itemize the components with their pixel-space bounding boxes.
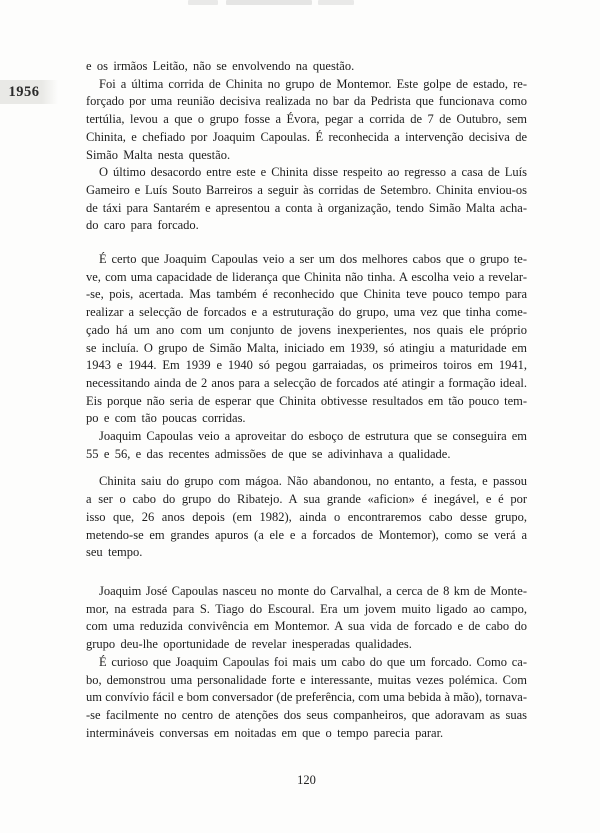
text-line: bo, demonstrou uma personalidade forte e interessante, muitas vezes polémica. Com	[86, 672, 527, 687]
text-line: Joaquim José Capoulas nasceu no monte do Carvalhal, a cerca de 8 km de Monte-	[99, 583, 527, 598]
text-line: mor, na estrada para S. Tiago do Escoural. Era um jovem muito ligado ao campo,	[86, 601, 527, 616]
text-line: seu tempo.	[86, 545, 143, 560]
text-line: çado há um ano com um conjunto de jovens inexperientes, nos quais ele próprio	[86, 322, 527, 337]
top-scan-artifact	[188, 0, 218, 5]
text-line: 55 e 56, e das recentes admissões de que se adivinhava a qualidade.	[86, 446, 451, 461]
text-line: Simão Malta nesta questão.	[86, 147, 231, 162]
text-line: po e com tão poucas corridas.	[86, 411, 246, 426]
text-line: Gameiro e Luís Souto Barreiros a seguir às corridas de Setembro. Chinita enviou-os	[86, 182, 527, 197]
text-section	[86, 473, 527, 562]
text-line: um convívio fácil e bom conversador (de preferência, com uma bebida à mão), tornava-	[86, 690, 527, 705]
text-column	[86, 58, 527, 742]
text-line: do caro para forcado.	[86, 218, 199, 233]
text-line: realizar a selecção de forcados e a estruturação do grupo, uma vez que tinha come-	[86, 305, 527, 320]
text-line: intermináveis conversas em noitadas em que o tempo parecia parar.	[86, 725, 444, 740]
text-line: necessitando ainda de 2 anos para a selecção de forcados até atingir a formação ideal.	[86, 375, 527, 390]
text-line: a ser o cabo do grupo do Ribatejo. A sua grande «aficion» é inegável, e é por	[86, 492, 527, 507]
paragraph	[86, 654, 527, 743]
paragraph	[86, 58, 527, 76]
text-line: se incluía. O grupo de Simão Malta, iniciado em 1939, só atingiu a maturidade em	[86, 340, 527, 355]
text-line: grupo deu-lhe oportunidade de revelar inesperadas qualidades.	[86, 637, 412, 652]
paragraph	[86, 473, 527, 562]
text-line: e os irmãos Leitão, não se envolvendo na questão.	[86, 59, 355, 73]
top-scan-artifact	[318, 0, 354, 5]
text-line: isso que, 26 anos depois (em 1982), ainda o encontraremos cabo desse grupo,	[86, 509, 527, 524]
text-line: ve, com uma capacidade de liderança que Chinita não tinha. A escolha veio a revelar-	[86, 269, 527, 284]
text-line: É curioso que Joaquim Capoulas foi mais um cabo do que um forcado. Como ca-	[99, 654, 527, 669]
year-marker-label: 1956	[8, 83, 40, 100]
text-line: forçado por uma reunião decisiva realizada no bar da Pedrista que funcionava como	[86, 94, 527, 109]
text-line: Chinita, e chefiado por Joaquim Capoulas. É reconhecida a intervenção decisiva de	[86, 129, 527, 144]
text-line: Foi a última corrida de Chinita no grupo de Montemor. Este golpe de estado, re-	[99, 76, 527, 91]
paragraph	[86, 76, 527, 165]
text-line: -se, pois, acertada. Mas também é reconhecido que Chinita teve pouco tempo para	[86, 287, 527, 302]
text-line: com uma reduzida convivência em Montemor. A sua vida de forcado e de cabo do	[86, 619, 527, 634]
text-line: de táxi para Santarém e apresentou a conta à organização, tendo Simão Malta acha-	[86, 200, 527, 215]
paragraph	[86, 164, 527, 235]
text-section	[86, 251, 527, 463]
paragraph	[86, 583, 527, 654]
text-line: 1943 e 1944. Em 1939 e 1940 só pegou garraiadas, os primeiros toiros em 1941,	[86, 358, 527, 373]
text-line: -se facilmente no centro de atenções dos seus companheiros, que adoravam as suas	[86, 707, 527, 722]
text-line: tertúlia, levou a que o grupo fosse a Évora, pegar a corrida de 7 de Outubro, sem	[86, 112, 527, 127]
text-line: metendo-se em grandes apuros (a ele e a forcados de Montemor), como se verá a	[86, 527, 527, 542]
year-marker-tab	[0, 80, 58, 104]
paragraph	[86, 251, 527, 428]
text-line: Chinita saiu do grupo com mágoa. Não abandonou, no entanto, a festa, e passou	[99, 474, 527, 489]
text-line: Joaquim Capoulas veio a aproveitar do esboço de estrutura que se conseguira em	[99, 429, 527, 444]
text-line: É certo que Joaquim Capoulas veio a ser um dos melhores cabos que o grupo te-	[99, 252, 527, 267]
paragraph	[86, 428, 527, 463]
text-line: O último desacordo entre este e Chinita disse respeito ao regresso a casa de Luís	[99, 165, 527, 180]
text-section	[86, 583, 527, 742]
text-line: Eis porque não seria de esperar que Chinita obtivesse resultados em tão pouco tem-	[86, 393, 527, 408]
text-section	[86, 58, 527, 235]
page-number: 120	[297, 773, 316, 787]
top-scan-artifact	[226, 0, 312, 5]
